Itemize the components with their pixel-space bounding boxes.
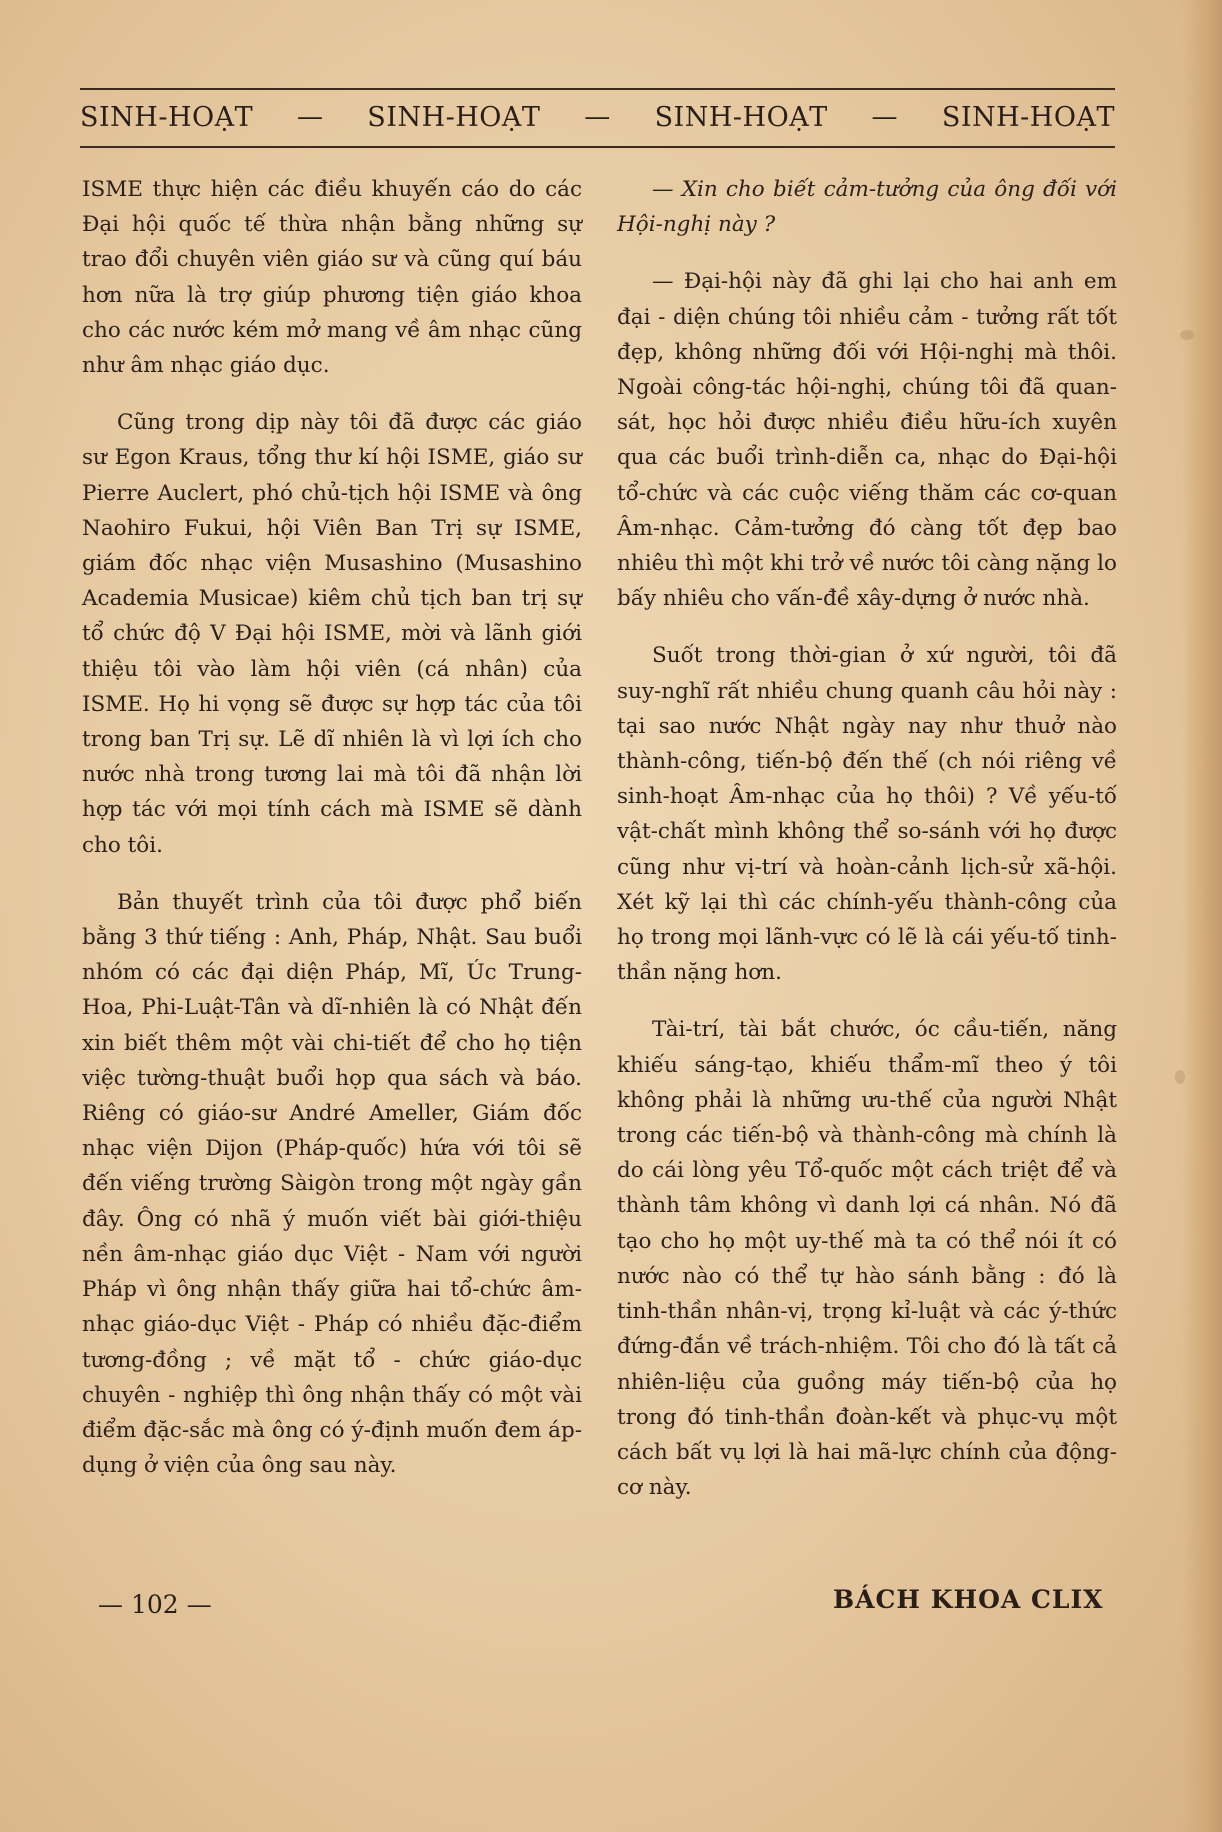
running-head-item: SINH-HOẠT xyxy=(941,101,1115,133)
right-column xyxy=(617,172,1117,1527)
paragraph: Cũng trong dịp này tôi đã được các giáo sư Egon Kraus, tổng thư kí hội ISME, giáo sư Pierre Auclert, phó chủ-tịch hội ISME và ông Naohiro Fukui, hội Viên Ban Trị sự ISME, giám đốc nhạc viện Musashino (Musashino Academia Musicae) kiêm chủ tịch ban trị sự tổ chức độ V Đại hội ISME, mời và lãnh giới thiệu tôi vào làm hội viên (cá nhân) của ISME. Họ hi vọng sẽ được sự hợp tác của tôi trong ban Trị sự. Lẽ dĩ nhiên là vì lợi ích cho nước nhà trong tương lai mà tôi đã nhận lời hợp tác với mọi tính cách mà ISME sẽ dành cho tôi. xyxy=(82,410,582,858)
interview-question: — Xin cho biết cảm-tưởng của ông đối với Hội-nghị này ? xyxy=(617,177,1117,238)
left-column xyxy=(82,172,582,1505)
page-number: — 102 — xyxy=(98,1590,212,1619)
running-head-separator: — xyxy=(871,102,899,132)
paper-stain xyxy=(1180,330,1194,340)
running-head-item: SINH-HOẠT xyxy=(654,101,828,133)
running-head-separator: — xyxy=(584,102,611,132)
header-rule-top xyxy=(80,88,1115,90)
running-head-separator: — xyxy=(296,102,324,132)
paragraph: Bản thuyết trình của tôi được phổ biến bằng 3 thứ tiếng : Anh, Pháp, Nhật. Sau buổi nhóm có các đại diện Pháp, Mĩ, Úc Trung-Hoa, Phi-Luật-Tân và dĩ-nhiên là có Nhật đến xin biết thêm một vài chi-tiết để cho họ tiện việc tường-thuật buổi họp qua sách và báo. Riêng có giáo-sư André Ameller, Giám đốc nhạc viện Dijon (Pháp-quốc) hứa với tôi sẽ đến viếng trường Sàigòn trong một ngày gần đây. Ông có nhã ý muốn viết bài giới-thiệu nền âm-nhạc giáo dục Việt - Nam với người Pháp vì ông nhận thấy giữa hai tổ-chức âm-nhạc giáo-dục Việt - Pháp có nhiều đặc-điểm tương-đồng ; về mặt tổ - chức giáo-dục chuyên - nghiệp thì ông nhận thấy có một vài điểm đặc-sắc mà ông có ý-định muốn đem áp-dụng ở viện của ông sau này. xyxy=(82,889,582,1479)
paragraph: ISME thực hiện các điều khuyến cáo do các Đại hội quốc tế thừa nhận bằng những sự trao đổi chuyên viên giáo sư và cũng quí báu hơn nữa là trợ giúp phương tiện giáo khoa cho các nước kém mở mang về âm nhạc cũng như âm nhạc giáo dục. xyxy=(82,177,582,379)
header-rule-bottom xyxy=(80,146,1115,148)
page-edge-shadow xyxy=(1182,0,1222,1832)
magazine-issue: BÁCH KHOA CLIX xyxy=(833,1585,1104,1614)
paper-stain xyxy=(1175,1070,1185,1084)
running-head-item: SINH-HOẠT xyxy=(80,101,254,133)
running-head xyxy=(80,92,1115,142)
paragraph: Suốt trong thời-gian ở xứ người, tôi đã suy-nghĩ rất nhiều chung quanh câu hỏi này : tại sao nước Nhật ngày nay như thuở nào thành-công, tiến-bộ đến thế (ch nói riêng về sinh-hoạt Âm-nhạc của họ thôi) ? Về yếu-tố vật-chất mình không thể so-sánh với họ được cũng như vị-trí và hoàn-cảnh lịch-sử xã-hội. Xét kỹ lại thì các chính-yếu thành-công của họ trong mọi lãnh-vực có lẽ là cái yếu-tố tinh-thần nặng hơn. xyxy=(617,643,1117,986)
running-head-item: SINH-HOẠT xyxy=(367,101,541,133)
paragraph: Tài-trí, tài bắt chước, óc cầu-tiến, năng khiếu sáng-tạo, khiếu thẩm-mĩ theo ý tôi không phải là những ưu-thế của người Nhật trong các tiến-bộ và thành-công mà chính là do cái lòng yêu Tổ-quốc một cách triệt để và thành tâm không vì danh lợi cá nhân. Nó đã tạo cho họ một uy-thế mà ta có thể nói ít có nước nào có thể tự hào sánh bằng : đó là tinh-thần nhân-vị, trọng kỉ-luật và các ý-thức đứng-đắn về trách-nhiệm. Tôi cho đó là tất cả nhiên-liệu của guồng máy tiến-bộ của họ trong đó tinh-thần đoàn-kết và phục-vụ một cách bất vụ lợi là hai mã-lực chính của động-cơ này. xyxy=(617,1017,1117,1501)
paragraph: — Đại-hội này đã ghi lại cho hai anh em đại - diện chúng tôi nhiều cảm - tưởng rất tốt đẹp, không những đối với Hội-nghị mà thôi. Ngoài công-tác hội-nghị, chúng tôi đã quan-sát, học hỏi được nhiều điều hữu-ích xuyên qua các buổi trình-diễn ca, nhạc do Đại-hội tổ-chức và các cuộc viếng thăm các cơ-quan Âm-nhạc. Cảm-tưởng đó càng tốt đẹp bao nhiêu thì một khi trở về nước tôi càng nặng lo bấy nhiêu cho vấn-đề xây-dựng ở nước nhà. xyxy=(617,269,1117,612)
